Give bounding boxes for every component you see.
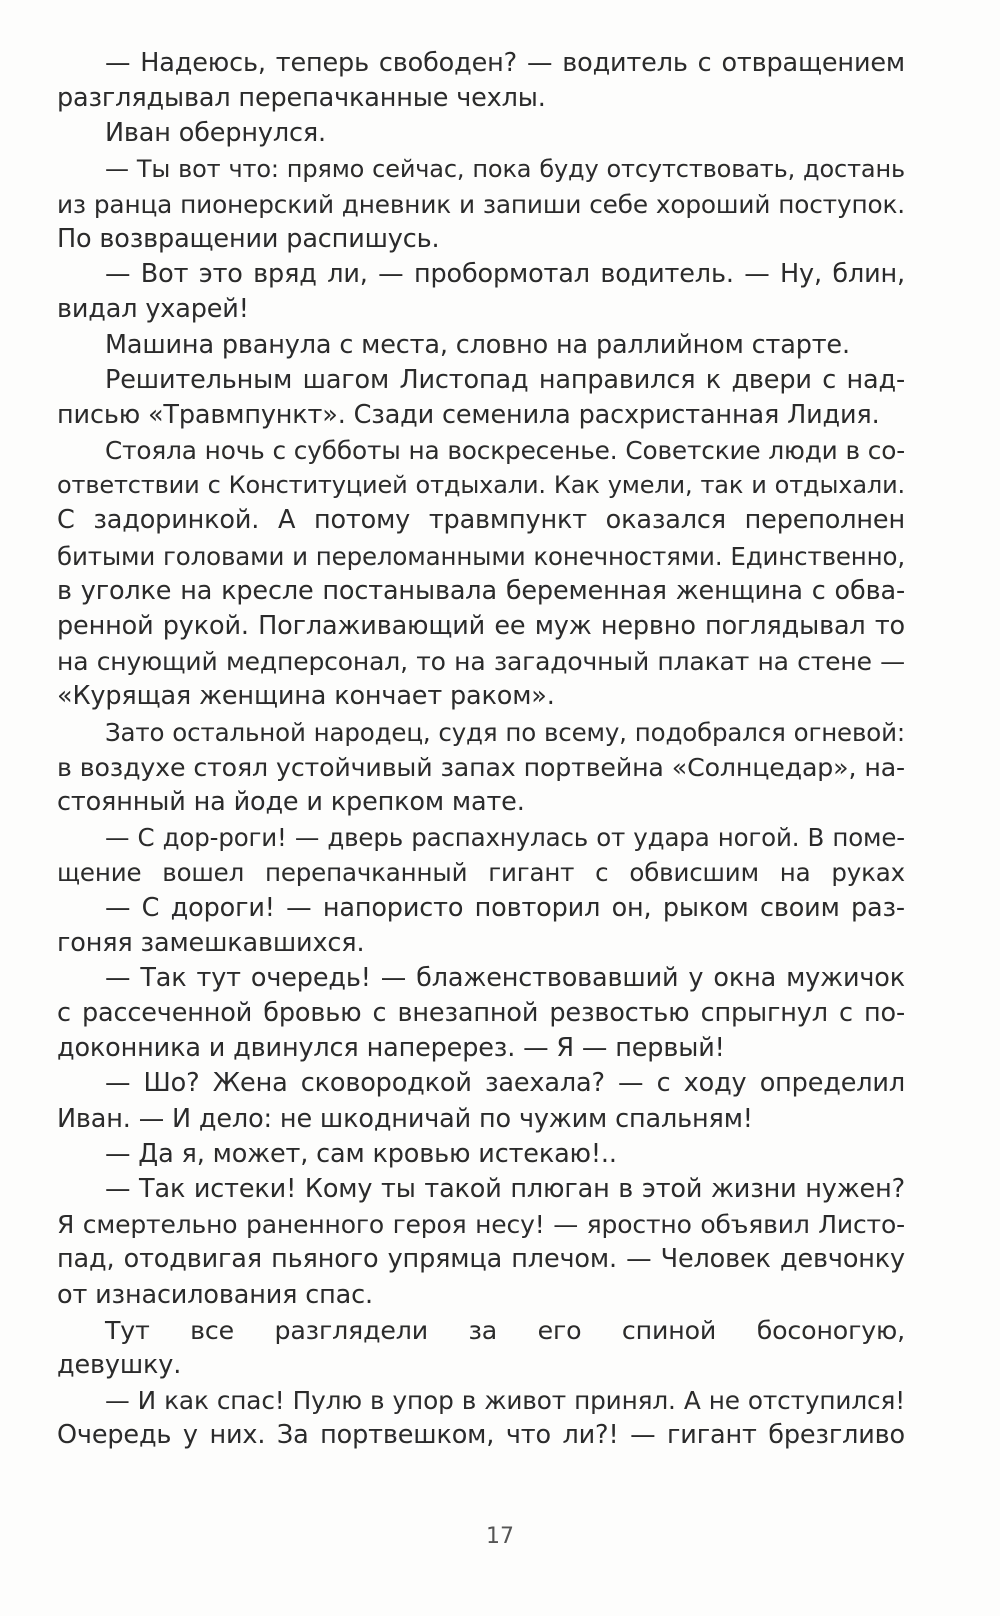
text-line: Стояла ночь с субботы на воскресенье. Советские люди в со- bbox=[105, 436, 905, 466]
text-line: — С дор-роги! — дверь распахнулась от удара ногой. В поме- bbox=[105, 823, 905, 853]
body-text bbox=[57, 46, 905, 1454]
text-line: на снующий медперсонал, то на загадочный плакат на стене — bbox=[57, 647, 905, 677]
text-line: ренной рукой. Поглаживающий ее муж нервно поглядывал то bbox=[57, 611, 905, 641]
text-line: от изнасилования спас. bbox=[57, 1279, 373, 1310]
text-line: Иван обернулся. bbox=[105, 118, 326, 149]
text-line: — Так истеки! Кому ты такой плюган в этой жизни нужен? bbox=[105, 1174, 905, 1204]
text-line: ответствии с Конституцией отдыхали. Как умели, так и отдыхали. bbox=[57, 471, 905, 500]
text-line: разглядывал перепачканные чехлы. bbox=[57, 83, 546, 114]
text-line: Зато остальной народец, судя по всему, подобрался огневой: bbox=[105, 717, 905, 747]
text-line: в уголке на кресле постанывала беременная женщина с обва- bbox=[57, 575, 905, 606]
text-line: — Да я, может, сам кровью истекаю!.. bbox=[105, 1138, 617, 1169]
text-line: Тут все разглядели за его спиной босоногую, bbox=[105, 1315, 905, 1345]
text-line: щение вошел перепачканный гигант с обвисшим на руках bbox=[57, 858, 905, 888]
text-line: Я смертельно раненного героя несу! — яростно объявил Листо- bbox=[57, 1210, 905, 1240]
text-line: — С дороги! — напористо повторил он, рыком своим раз- bbox=[105, 892, 905, 923]
text-line: девушку. bbox=[57, 1349, 182, 1380]
text-line: Решительным шагом Листопад направился к двери с над- bbox=[105, 364, 905, 395]
text-line: — Вот это вряд ли, — пробормотал водитель. — Ну, блин, bbox=[105, 259, 905, 290]
text-line: — И как спас! Пулю в упор в живот принял. А не отступился! bbox=[105, 1386, 905, 1416]
text-line: гоняя замешкавшихся. bbox=[57, 927, 365, 958]
text-line: писью «Травмпункт». Сзади семенила расхристанная Лидия. bbox=[57, 399, 880, 430]
text-line: — Шо? Жена сковородкой заехала? — с ходу определил bbox=[105, 1068, 905, 1099]
text-line: Иван. — И дело: не шкодничай по чужим спальням! bbox=[57, 1103, 753, 1134]
text-line: в воздухе стоял устойчивый запах портвейна «Солнцедар», на- bbox=[57, 752, 905, 782]
text-line: видал ухарей! bbox=[57, 294, 249, 325]
text-line: битыми головами и переломанными конечностями. Единственно, bbox=[57, 541, 905, 571]
text-line: пад, отодвигая пьяного упрямца плечом. — Человек девчонку bbox=[57, 1244, 905, 1275]
text-line: доконника и двинулся наперерез. — Я — первый! bbox=[57, 1033, 725, 1064]
text-line: «Курящая женщина кончает раком». bbox=[57, 681, 555, 712]
text-line: — Так тут очередь! — блаженствовавший у окна мужичок bbox=[105, 962, 905, 993]
text-line: По возвращении распишусь. bbox=[57, 223, 440, 254]
text-line: с рассеченной бровью с внезапной резвостью спрыгнул с по- bbox=[57, 998, 905, 1029]
text-line: стоянный на йоде и крепком мате. bbox=[57, 786, 525, 817]
text-line: Машина рванула с места, словно на раллийном старте. bbox=[105, 329, 850, 360]
page-number: 17 bbox=[486, 1524, 514, 1549]
text-line: Очередь у них. За портвешком, что ли?! — гигант брезгливо bbox=[57, 1420, 905, 1451]
text-line: — Ты вот что: прямо сейчас, пока буду отсутствовать, достань bbox=[105, 154, 905, 183]
text-line: из ранца пионерский дневник и запиши себе хороший поступок. bbox=[57, 189, 905, 219]
text-line: — Надеюсь, теперь свободен? — водитель с отвращением bbox=[105, 48, 905, 78]
text-line: С задоринкой. А потому травмпункт оказался переполнен bbox=[57, 505, 905, 536]
